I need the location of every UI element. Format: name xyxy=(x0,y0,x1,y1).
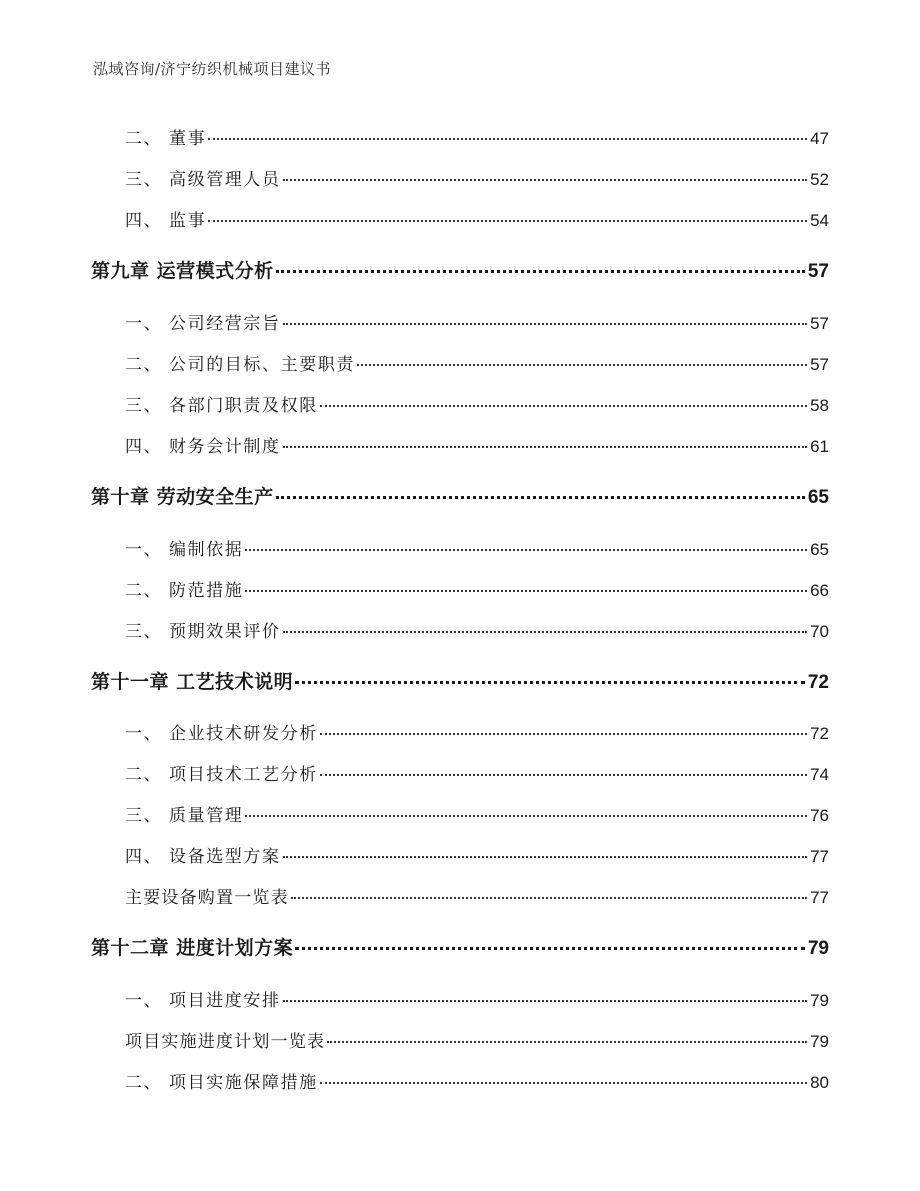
toc-leader xyxy=(295,681,805,684)
toc-entry-number: 一、 xyxy=(125,724,163,744)
toc-entry-number: 一、 xyxy=(125,314,163,334)
toc-entry-page: 52 xyxy=(810,170,829,189)
toc-leader xyxy=(357,364,807,366)
toc-entry[interactable] xyxy=(125,986,829,1011)
toc-entry-number: 二、 xyxy=(125,765,163,785)
toc-entry-number: 二、 xyxy=(125,581,163,601)
toc-leader xyxy=(208,138,807,140)
toc-entry-page: 80 xyxy=(810,1073,829,1092)
toc-entry-title: 企业技术研发分析 xyxy=(169,724,318,744)
toc-entry-number: 四、 xyxy=(125,211,163,231)
toc-entry-number: 二、 xyxy=(125,1073,163,1093)
toc-entry[interactable] xyxy=(125,576,829,601)
toc-entry-page: 66 xyxy=(810,581,829,600)
toc-entry-title: 项目进度安排 xyxy=(169,991,281,1011)
toc-entry-page: 65 xyxy=(810,540,829,559)
toc-leader xyxy=(320,1082,807,1084)
toc-entry-number: 一、 xyxy=(125,991,163,1011)
toc-entry-page: 77 xyxy=(810,888,829,907)
toc-entry[interactable] xyxy=(125,1068,829,1093)
toc-entry-title: 公司经营宗旨 xyxy=(169,314,281,334)
toc-chapter-title: 第十一章 工艺技术说明 xyxy=(91,671,294,693)
toc-entry-title: 编制依据 xyxy=(169,540,244,560)
toc-entry-page: 79 xyxy=(810,1032,829,1051)
toc-entry-title: 项目技术工艺分析 xyxy=(169,765,318,785)
toc-entry-title: 各部门职责及权限 xyxy=(169,396,318,416)
toc-entry-number: 一、 xyxy=(125,540,163,560)
toc-leader xyxy=(283,179,807,181)
toc-entry[interactable] xyxy=(125,165,829,190)
toc-entry-page: 57 xyxy=(810,314,829,333)
toc-entry[interactable] xyxy=(125,309,829,334)
toc-entry[interactable] xyxy=(125,432,829,457)
toc-entry-number: 三、 xyxy=(125,622,163,642)
toc-chapter-page: 57 xyxy=(807,261,829,282)
toc-entry-title: 质量管理 xyxy=(169,806,244,826)
toc-entry-title: 主要设备购置一览表 xyxy=(125,888,289,908)
toc-leader xyxy=(320,405,807,407)
toc-entry-title: 项目实施进度计划一览表 xyxy=(125,1032,326,1052)
toc-chapter[interactable] xyxy=(91,256,829,283)
toc-entry[interactable] xyxy=(125,842,829,867)
toc-leader xyxy=(276,270,805,273)
toc-entry-title: 高级管理人员 xyxy=(169,170,281,190)
toc-entry-title: 项目实施保障措施 xyxy=(169,1073,318,1093)
toc-chapter[interactable] xyxy=(91,667,829,694)
toc-entry-page: 70 xyxy=(810,622,829,641)
toc-leader xyxy=(320,733,807,735)
toc-entry-page: 54 xyxy=(810,211,829,230)
toc-entry-page: 77 xyxy=(810,847,829,866)
toc-entry-title: 预期效果评价 xyxy=(169,622,281,642)
toc-entry-number: 二、 xyxy=(125,129,163,149)
toc-entry-page: 76 xyxy=(810,806,829,825)
toc-entry-number: 三、 xyxy=(125,170,163,190)
toc-leader xyxy=(291,897,807,899)
toc-entry[interactable] xyxy=(125,801,829,826)
toc-entry[interactable] xyxy=(125,206,829,231)
toc-chapter-title: 第十章 劳动安全生产 xyxy=(91,486,274,508)
toc-entry[interactable] xyxy=(125,350,829,375)
toc-table-entry[interactable] xyxy=(125,1027,829,1052)
toc-entry[interactable] xyxy=(125,760,829,785)
toc-leader xyxy=(295,947,805,950)
toc-chapter-title: 第十二章 进度计划方案 xyxy=(91,937,294,959)
toc-entry-number: 三、 xyxy=(125,396,163,416)
toc-entry-page: 79 xyxy=(810,991,829,1010)
toc-entry[interactable] xyxy=(125,719,829,744)
toc-leader xyxy=(283,1000,807,1002)
toc-chapter[interactable] xyxy=(91,482,829,509)
toc-entry-title: 设备选型方案 xyxy=(169,847,281,867)
toc-entry-title: 董事 xyxy=(169,129,207,149)
toc-entry[interactable] xyxy=(125,535,829,560)
toc-leader xyxy=(245,815,807,817)
toc-leader xyxy=(320,774,807,776)
toc-entry[interactable] xyxy=(125,124,829,149)
toc-leader xyxy=(283,631,807,633)
toc-entry-number: 四、 xyxy=(125,437,163,457)
toc-entry-page: 61 xyxy=(810,437,829,456)
toc-entry-number: 四、 xyxy=(125,847,163,867)
toc-entry-page: 72 xyxy=(810,724,829,743)
toc-entry-page: 58 xyxy=(810,396,829,415)
toc-leader xyxy=(327,1041,807,1043)
toc-entry-page: 74 xyxy=(810,765,829,784)
toc-entry-title: 财务会计制度 xyxy=(169,437,281,457)
toc-leader xyxy=(208,220,807,222)
toc-entry-number: 二、 xyxy=(125,355,163,375)
toc-entry[interactable] xyxy=(125,617,829,642)
toc-entry[interactable] xyxy=(125,391,829,416)
toc-leader xyxy=(283,323,807,325)
toc-leader xyxy=(283,856,807,858)
toc-table-entry[interactable] xyxy=(125,883,829,908)
toc-chapter-title: 第九章 运营模式分析 xyxy=(91,260,274,282)
toc-leader xyxy=(245,590,807,592)
page-header: 泓域咨询/济宁纺织机械项目建议书 xyxy=(93,60,332,78)
toc-entry-number: 三、 xyxy=(125,806,163,826)
toc-leader xyxy=(276,496,805,499)
toc-leader xyxy=(245,549,807,551)
toc-entry-page: 47 xyxy=(810,129,829,148)
toc-chapter[interactable] xyxy=(91,933,829,960)
toc-chapter-page: 65 xyxy=(807,487,829,508)
toc-chapter-page: 79 xyxy=(807,938,829,959)
toc-entry-title: 公司的目标、主要职责 xyxy=(169,355,355,375)
toc-leader xyxy=(283,446,807,448)
toc-entry-page: 57 xyxy=(810,355,829,374)
toc-chapter-page: 72 xyxy=(807,672,829,693)
toc-entry-title: 监事 xyxy=(169,211,207,231)
toc-entry-title: 防范措施 xyxy=(169,581,244,601)
